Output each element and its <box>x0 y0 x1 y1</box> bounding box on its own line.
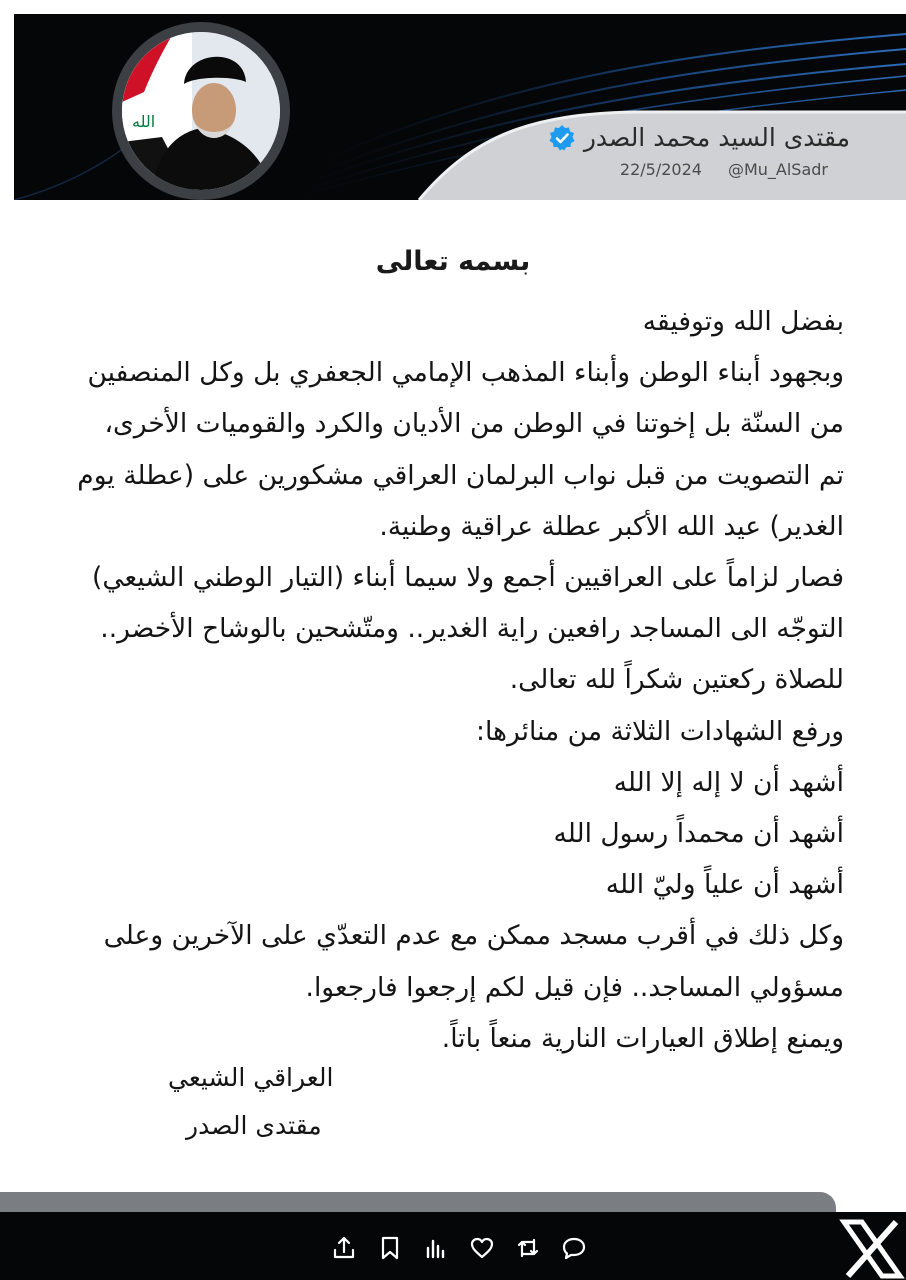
statement-line: ويمنع إطلاق العيارات النارية منعاً باتاً. <box>441 1022 844 1054</box>
statement-title: بسمه تعالى <box>375 246 531 277</box>
footer-divider <box>0 1192 836 1214</box>
statement-line: من السنّة بل إخوتنا في الوطن من الأديان والكرد والقوميات الأخرى، <box>104 408 844 440</box>
statement-line: ورفع الشهادات الثلاثة من منائرها: <box>476 715 844 747</box>
statement-line: أشهد أن محمداً رسول الله <box>553 818 844 850</box>
statement-line: الغدير) عيد الله الأكبر عطلة عراقية وطنية. <box>379 510 844 542</box>
x-logo-icon <box>838 1218 906 1280</box>
statement-line: فصار لزاماً على العراقيين أجمع ولا سيما أبناء (التيار الوطني الشيعي) <box>92 562 844 594</box>
verified-badge-icon <box>548 124 576 152</box>
repost-icon[interactable] <box>514 1234 542 1262</box>
svg-text:الله: الله <box>132 112 156 131</box>
action-bar <box>330 1234 588 1262</box>
like-icon[interactable] <box>468 1234 496 1262</box>
post-footer <box>0 1212 906 1280</box>
share-icon[interactable] <box>330 1234 358 1262</box>
signature-name: مقتدى الصدر <box>186 1111 322 1140</box>
post-date: 22/5/2024 <box>619 160 702 179</box>
statement-line: وكل ذلك في أقرب مسجد ممكن مع عدم التعدّي على الآخرين وعلى <box>103 920 844 952</box>
statement-line: بفضل الله وتوفيقه <box>642 306 844 337</box>
signature-title: العراقي الشيعي <box>168 1063 334 1092</box>
statement-line: مسؤولي المساجد.. فإن قيل لكم إرجعوا فارجعوا. <box>305 971 844 1003</box>
views-icon[interactable] <box>422 1234 450 1262</box>
statement-line: تم التصويت من قبل نواب البرلمان العراقي مشكورين على (عطلة يوم <box>77 459 844 491</box>
post-meta <box>620 160 828 179</box>
avatar[interactable] <box>122 32 280 190</box>
author-name[interactable]: مقتدى السيد محمد الصدر <box>583 123 850 152</box>
statement-line: التوجّه الى المساجد رافعين راية الغدير.. ومتّشحين بالوشاح الأخضر.. <box>100 613 844 645</box>
statement-line: وبجهود أبناء الوطن وأبناء المذهب الإمامي الجعفري بل وكل المنصفين <box>87 357 844 389</box>
author-name-block[interactable] <box>548 123 850 152</box>
bookmark-icon[interactable] <box>376 1234 404 1262</box>
author-handle[interactable]: @Mu_AlSadr <box>727 160 828 179</box>
statement-text <box>44 296 844 1064</box>
statement-line: للصلاة ركعتين شكراً لله تعالى. <box>509 664 844 696</box>
avatar-portrait <box>122 32 280 190</box>
statement-line: أشهد أن لا إله إلا الله <box>613 766 844 798</box>
reply-icon[interactable] <box>560 1234 588 1262</box>
statement-line: أشهد أن علياً وليّ الله <box>605 869 844 901</box>
post-body <box>0 200 906 1190</box>
